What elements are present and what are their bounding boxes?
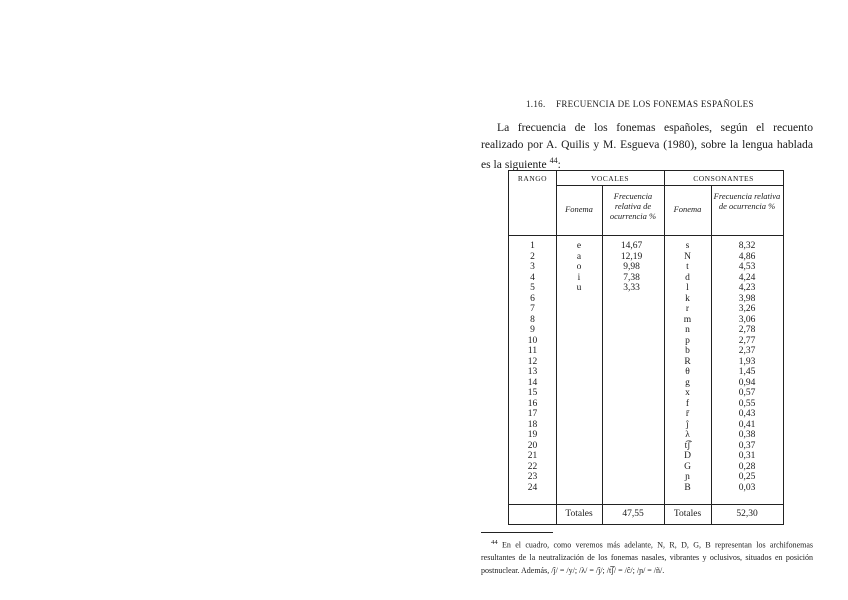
header-fonema-consonantes: Fonema: [673, 204, 702, 214]
intro-text: La frecuencia de los fonemas españoles, según el recuento realizado por A. Quilis y M. Esgueva (1980), sobre la lengua hablada es la siguiente: [481, 121, 813, 171]
consonant-phoneme-cell: x: [685, 388, 690, 398]
total-consonantes: 52,30: [736, 509, 758, 519]
consonant-phoneme-cell: ĵ: [686, 419, 689, 430]
row-divider: [556, 185, 783, 186]
header-fonema-vocales: Fonema: [565, 204, 593, 214]
consonant-phoneme-cell: n: [685, 325, 690, 335]
header-frecuencia-vocales: Frecuencia relativa de ocurrencia %: [609, 191, 657, 221]
rank-cell: 3: [530, 262, 535, 272]
rank-cell: 19: [527, 430, 538, 440]
consonant-frequency-cell: 3,06: [738, 314, 756, 325]
rank-cell: 15: [527, 388, 538, 398]
rank-cell: 18: [527, 419, 538, 430]
rank-cell: 10: [527, 335, 538, 346]
consonant-frequency-cell: 0,43: [738, 409, 756, 419]
rank-cell: 20: [527, 440, 538, 451]
consonant-phoneme-cell: D: [684, 451, 691, 461]
rank-cell: 8: [530, 314, 535, 325]
column-divider: [556, 171, 557, 524]
consonant-frequency-cell: 1,45: [738, 367, 756, 377]
header-consonantes: CONSONANTES: [693, 174, 754, 183]
vowel-phoneme-cell: i: [577, 272, 581, 283]
rank-cell: 6: [530, 293, 535, 304]
rank-cell: 11: [527, 346, 538, 356]
consonant-phoneme-cell: B: [684, 482, 691, 493]
consonant-frequency-cell: 1,93: [738, 356, 756, 367]
vowel-phoneme-column: [556, 241, 602, 294]
rank-cell: 5: [530, 283, 535, 293]
consonant-phoneme-cell: λ: [685, 430, 690, 440]
footnote-number: 44: [491, 539, 498, 546]
rank-cell: 21: [527, 451, 538, 461]
consonant-frequency-cell: 4,86: [738, 251, 756, 262]
consonant-phoneme-cell: s: [685, 241, 690, 251]
consonant-frequency-cell: 8,32: [738, 241, 756, 251]
consonant-phoneme-cell: R: [684, 356, 691, 367]
rank-cell: 14: [527, 377, 538, 388]
rank-cell: 7: [530, 304, 535, 314]
rank-cell: 17: [527, 409, 538, 419]
vowel-frequency-column: [602, 241, 661, 294]
rank-cell: 9: [530, 325, 535, 335]
vowel-frequency-cell: 12,19: [620, 251, 643, 262]
consonant-phoneme-cell: G: [684, 461, 691, 472]
consonant-frequency-cell: 2,37: [738, 346, 756, 356]
intro-paragraph: [481, 120, 813, 173]
consonant-frequency-cell: 2,77: [738, 335, 756, 346]
section-title: FRECUENCIA DE LOS FONEMAS ESPAÑOLES: [556, 99, 754, 109]
consonant-phoneme-cell: f: [685, 398, 690, 409]
consonant-phoneme-cell: b: [685, 346, 690, 356]
consonant-phoneme-cell: t: [686, 262, 689, 272]
consonant-frequency-cell: 0,94: [738, 377, 756, 388]
consonant-phoneme-cell: d: [685, 272, 690, 283]
footnote: [481, 531, 813, 577]
rank-cell: 23: [527, 472, 538, 482]
rank-cell: 1: [530, 241, 535, 251]
header-frecuencia-consonantes: Frecuencia relativa de ocurrencia %: [713, 191, 781, 211]
consonant-phoneme-cell: N: [684, 251, 691, 262]
rank-cell: 13: [527, 367, 538, 377]
vowel-frequency-cell: 3,33: [623, 283, 640, 293]
consonant-phoneme-cell: m: [683, 314, 692, 325]
consonant-frequency-cell: 4,23: [738, 283, 756, 293]
consonant-phoneme-cell: r: [685, 304, 690, 314]
section-number: 1.16.: [526, 99, 546, 109]
consonant-frequency-cell: 4,24: [738, 272, 756, 283]
vowel-frequency-cell: 9,98: [623, 262, 640, 272]
consonant-frequency-cell: 0,55: [738, 398, 756, 409]
consonant-phoneme-cell: l: [686, 283, 689, 293]
row-divider: [509, 504, 783, 505]
footnote-text: En el cuadro, como veremos más adelante, N, R, D, G, B representan los archifonemas resultantes de la neutralización de los fonemas nasales, vibrantes y oclusivos, situados en posición postnuclear. Además, /ĵ/ = /y/; /λ/ = /ĵ/; /t͡ʃ/ = /ĉ/; /ɲ/ = /ñ/.: [481, 540, 814, 575]
header-vocales: VOCALES: [590, 174, 630, 183]
row-divider: [509, 235, 783, 236]
rank-cell: 16: [527, 398, 538, 409]
consonant-frequency-cell: 3,26: [738, 304, 756, 314]
consonant-frequency-cell: 0,28: [738, 461, 756, 472]
consonant-frequency-cell: 0,57: [738, 388, 756, 398]
consonant-frequency-cell: 0,41: [738, 419, 756, 430]
rank-cell: 22: [527, 461, 538, 472]
consonant-frequency-cell: 0,37: [738, 440, 756, 451]
totals-label-vocales: Totales: [565, 509, 593, 519]
consonant-frequency-cell: 4,53: [738, 262, 756, 272]
consonant-frequency-cell: 3,98: [738, 293, 756, 304]
consonant-frequency-cell: 0,25: [738, 472, 756, 482]
rank-cell: 4: [530, 272, 535, 283]
rank-cell: 12: [527, 356, 538, 367]
vowel-frequency-cell: 7,38: [623, 272, 640, 283]
intro-suffix: :: [557, 157, 561, 171]
consonant-phoneme-cell: r̄: [685, 409, 690, 419]
totals-label-consonantes: Totales: [673, 509, 702, 519]
header-rango: RANGO: [517, 174, 548, 183]
vowel-phoneme-cell: e: [576, 241, 582, 251]
rank-cell: 24: [527, 482, 538, 493]
total-vocales: 47,55: [622, 509, 644, 519]
rank-cell: 2: [530, 251, 535, 262]
consonant-phoneme-cell: θ: [685, 367, 690, 377]
consonant-frequency-cell: 0,31: [738, 451, 756, 461]
consonant-frequency-column: [711, 241, 783, 493]
consonant-frequency-cell: 0,38: [738, 430, 756, 440]
consonant-frequency-cell: 0,03: [738, 482, 756, 493]
consonant-phoneme-cell: t͡ʃ: [684, 440, 691, 451]
rank-column: [509, 241, 556, 493]
running-header: [526, 99, 754, 109]
consonant-frequency-cell: 2,78: [738, 325, 756, 335]
vowel-phoneme-cell: a: [576, 251, 582, 262]
phoneme-frequency-table: [508, 170, 784, 525]
footnote-ref: 44: [549, 156, 558, 165]
vowel-phoneme-cell: u: [576, 283, 582, 293]
consonant-phoneme-column: [664, 241, 711, 493]
consonant-phoneme-cell: ɲ: [685, 472, 690, 482]
consonant-phoneme-cell: p: [685, 335, 690, 346]
consonant-phoneme-cell: k: [685, 293, 690, 304]
consonant-phoneme-cell: g: [685, 377, 690, 388]
vowel-frequency-cell: 14,67: [620, 241, 643, 251]
vowel-phoneme-cell: o: [576, 262, 582, 272]
